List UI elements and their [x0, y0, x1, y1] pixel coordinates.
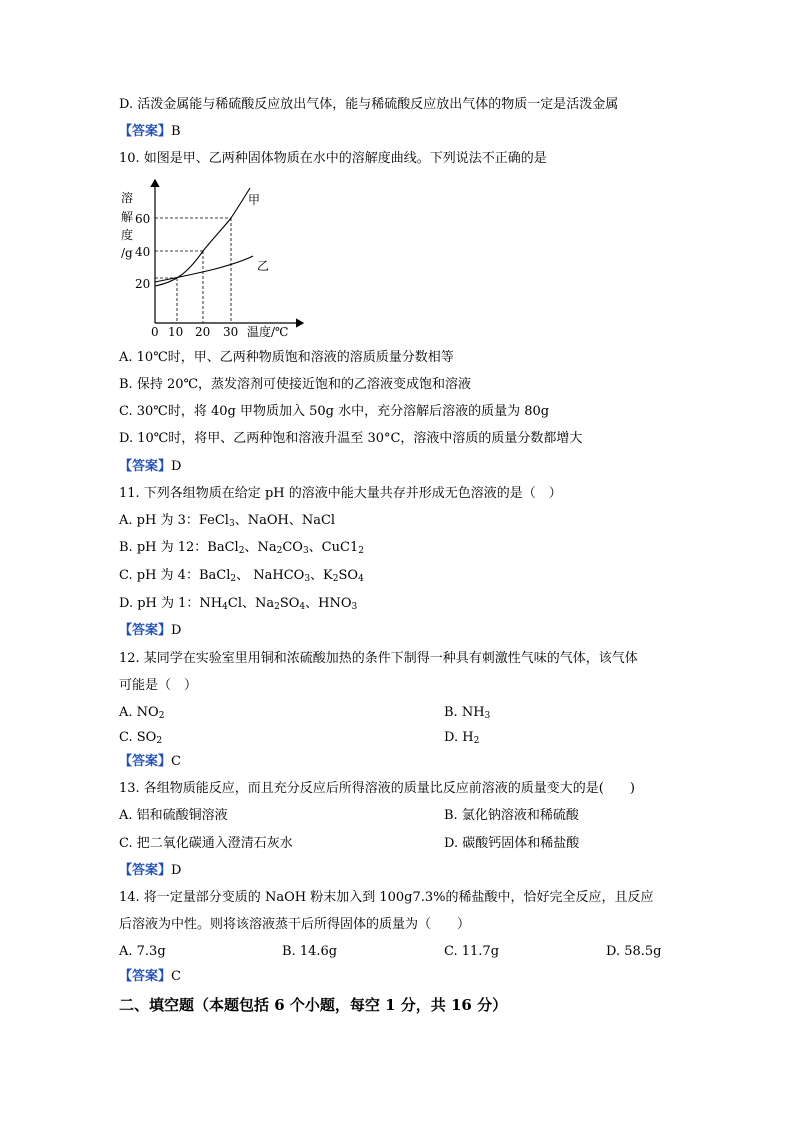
answer-tag: 【答案】 [119, 124, 172, 139]
answer-tag: 【答案】 [119, 863, 172, 878]
q12-option-a: A. $NO_2$ [119, 705, 165, 721]
y-tick-20: 20 [135, 277, 151, 291]
q9-answer [119, 123, 181, 141]
answer-value: D [171, 459, 182, 474]
y-tick-60: 60 [135, 212, 151, 226]
q13-option-b: B. 氯化钠溶液和稀硫酸 [444, 808, 579, 823]
q13-option-a: A. 铝和硫酸铜溶液 [119, 808, 228, 823]
x-label: 温度/℃ [247, 325, 289, 339]
answer-value: D [171, 623, 182, 638]
q11-option-d: D. pH 为 1：$NH_4Cl$、$Na_2SO_4$、$HNO_3$ [119, 596, 358, 612]
q10-answer [119, 458, 181, 476]
q12-option-b: B. $NH_3$ [444, 705, 491, 721]
q14-option-b: B. 14.6g [282, 944, 338, 959]
answer-value: C [171, 969, 181, 984]
q12-stem-line2: 可能是（ ） [119, 678, 198, 693]
answer-tag: 【答案】 [119, 623, 172, 638]
section-title: 二、填空题（本题包括 6 个小题，每空 1 分，共 16 分） [119, 996, 508, 1014]
curve-yi [155, 256, 253, 282]
y-tick-40: 40 [135, 245, 151, 259]
q10-option-a: A. 10℃时，甲、乙两种物质饱和溶液的溶质质量分数相等 [119, 350, 454, 365]
q14-option-c: C. 11.7g [444, 944, 500, 959]
series-jia-label: 甲 [248, 193, 261, 207]
q11-option-b: B. pH 为 12：BaCl$_2$、$Na_2CO_3$、$CuC1_2$ [119, 540, 364, 556]
q11-option-c: C. pH 为 4：BaCl$_2$、 NaHCO$_3$、$K_2SO_4$ [119, 568, 364, 584]
q13-option-c: C. 把二氧化碳通入澄清石灰水 [119, 836, 293, 851]
answer-value: C [171, 754, 181, 769]
q14-option-a: A. 7.3g [119, 944, 166, 959]
q10-option-c: C. 30℃时，将 40g 甲物质加入 50g 水中，充分溶解后溶液的质量为 80g [119, 404, 550, 419]
x-tick-0: 0 [151, 325, 159, 339]
x-tick-20: 20 [195, 325, 211, 339]
q9-option-d: D. 活泼金属能与稀硫酸反应放出气体，能与稀硫酸反应放出气体的物质一定是活泼金属 [119, 97, 619, 112]
answer-tag: 【答案】 [119, 969, 172, 984]
q11-stem: 11. 下列各组物质在给定 pH 的溶液中能大量共存并形成无色溶液的是（ ） [119, 486, 562, 501]
curve-jia [155, 188, 250, 286]
ylabel-3: 度 [121, 228, 134, 242]
q11-option-a: A. pH 为 3：FeCl$_3$、NaOH、NaCl [119, 513, 336, 529]
solubility-chart [115, 176, 315, 341]
q11-answer [119, 622, 181, 640]
x-tick-30: 30 [223, 325, 239, 339]
ylabel-unit: /g [121, 246, 133, 260]
q12-option-c: C. $SO_2$ [119, 730, 163, 746]
x-tick-10: 10 [168, 325, 184, 339]
q12-answer [119, 753, 181, 771]
q13-stem: 13. 各组物质能反应，而且充分反应后所得溶液的质量比反应前溶液的质量变大的是( ) [119, 781, 635, 796]
q14-answer [119, 968, 181, 986]
answer-tag: 【答案】 [119, 459, 172, 474]
q12-stem-line1: 12. 某同学在实验室里用铜和浓硫酸加热的条件下制得一种具有刺激性气味的气体，该气体 [119, 651, 638, 666]
q14-stem-line1: 14. 将一定量部分变质的 NaOH 粉末加入到 100g7.3%的稀盐酸中，恰好完全反应，且反应 [119, 890, 654, 905]
answer-tag: 【答案】 [119, 754, 172, 769]
ylabel-2: 解 [121, 210, 134, 224]
q13-answer [119, 862, 181, 880]
q12-option-d: D. $H_2$ [444, 730, 480, 746]
answer-value: D [171, 863, 182, 878]
q13-option-d: D. 碳酸钙固体和稀盐酸 [444, 836, 580, 851]
ylabel-1: 溶 [121, 191, 134, 205]
q10-option-d: D. 10℃时，将甲、乙两种饱和溶液升温至 30°C，溶液中溶质的质量分数都增大 [119, 431, 583, 446]
q10-stem: 10. 如图是甲、乙两种固体物质在水中的溶解度曲线。下列说法不正确的是 [119, 151, 547, 166]
q14-stem-line2: 后溶液为中性。则将该溶液蒸干后所得固体的质量为（ ） [119, 917, 471, 932]
q10-option-b: B. 保持 20℃，蒸发溶剂可使接近饱和的乙溶液变成饱和溶液 [119, 377, 472, 392]
q14-option-d: D. 58.5g [606, 944, 662, 959]
series-yi-label: 乙 [257, 259, 270, 273]
answer-value: B [171, 124, 181, 139]
